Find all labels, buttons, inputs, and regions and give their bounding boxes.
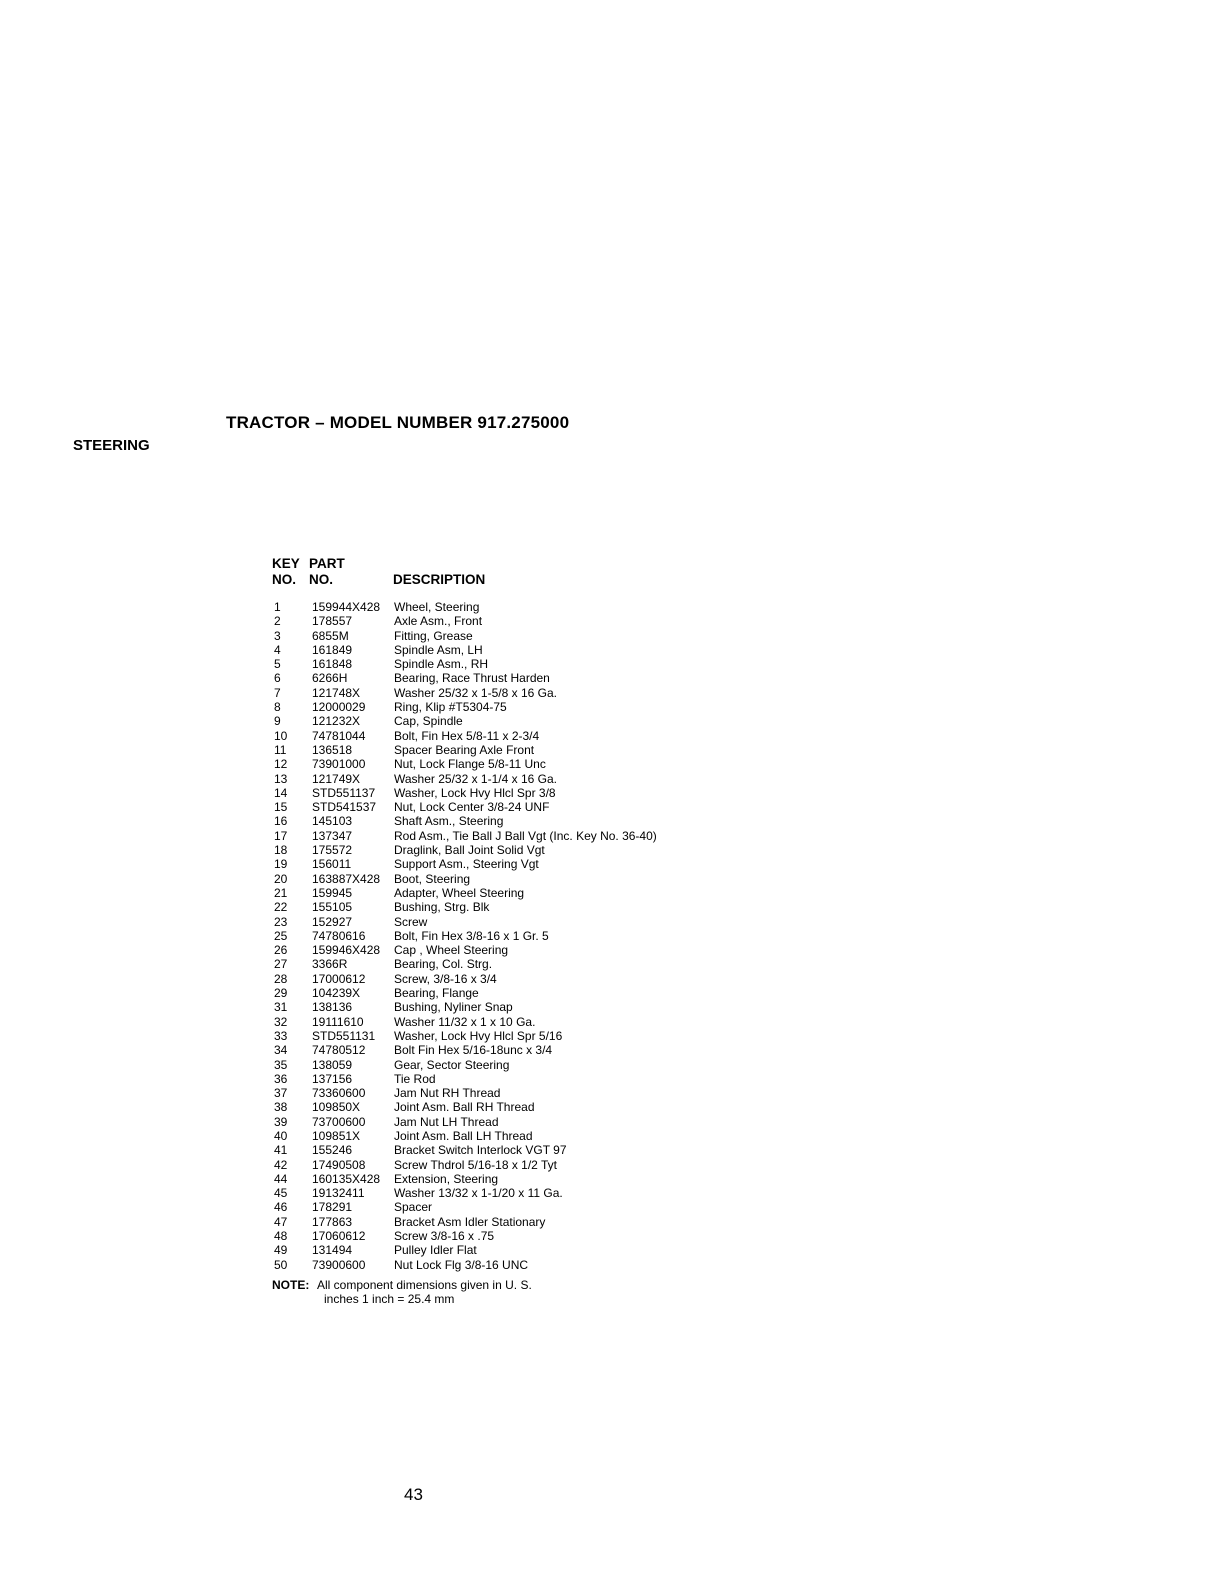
part-no-cell: 145103 (312, 814, 353, 829)
key-no-cell: 31 (274, 1000, 288, 1015)
part-no-cell: 137347 (312, 828, 353, 843)
key-no-cell: 6 (274, 671, 281, 686)
key-no-cell: 39 (274, 1114, 288, 1129)
part-no-cell: 155246 (312, 1143, 353, 1158)
key-no-cell: 15 (274, 800, 288, 815)
description-cell: Nut Lock Flg 3/8-16 UNC (394, 1257, 529, 1272)
key-no-cell: 35 (274, 1057, 288, 1072)
description-cell: Bearing, Col. Strg. (394, 957, 493, 972)
description-cell: Spindle Asm., RH (394, 657, 489, 672)
key-no-cell: 16 (274, 814, 288, 829)
part-no-cell: 155105 (312, 900, 353, 915)
description-cell: Bolt, Fin Hex 5/8-11 x 2-3/4 (394, 728, 540, 743)
part-no-cell: 73360600 (312, 1086, 366, 1101)
part-no-cell: 159945 (312, 885, 353, 900)
description-cell: Spacer (394, 1200, 433, 1215)
key-no-cell: 34 (274, 1043, 288, 1058)
key-no-cell: 14 (274, 785, 288, 800)
key-no-cell: 19 (274, 857, 288, 872)
description-cell: Screw, 3/8-16 x 3/4 (394, 971, 497, 986)
part-no-cell: 161848 (312, 657, 353, 672)
key-no-cell: 5 (274, 657, 281, 672)
part-no-cell: 74781044 (312, 728, 366, 743)
part-no-cell: STD541537 (312, 800, 377, 815)
key-no-cell: 26 (274, 943, 288, 958)
description-cell: Washer 25/32 x 1-1/4 x 16 Ga. (394, 771, 557, 786)
description-cell: Support Asm., Steering Vgt (394, 857, 539, 872)
description-cell: Axle Asm., Front (394, 614, 483, 629)
key-no-header-line1: KEY (272, 556, 300, 571)
key-no-cell: 13 (274, 771, 288, 786)
part-no-cell: 74780616 (312, 928, 366, 943)
key-no-cell: 38 (274, 1100, 288, 1115)
part-no-cell: 12000029 (312, 700, 366, 715)
description-cell: Screw (394, 914, 428, 929)
part-no-cell: 175572 (312, 843, 353, 858)
part-no-cell: 156011 (312, 857, 352, 872)
part-no-cell: 109850X (312, 1100, 361, 1115)
key-no-cell: 42 (274, 1157, 288, 1172)
description-cell: Washer 11/32 x 1 x 10 Ga. (394, 1014, 536, 1029)
key-no-cell: 23 (274, 914, 288, 929)
description-cell: Draglink, Ball Joint Solid Vgt (394, 843, 545, 858)
note-line2: inches 1 inch = 25.4 mm (324, 1292, 455, 1307)
key-no-cell: 4 (274, 642, 281, 657)
part-no-cell: 73900600 (312, 1257, 366, 1272)
part-no-cell: 163887X428 (312, 871, 381, 886)
key-no-cell: 27 (274, 957, 288, 972)
key-no-cell: 1 (274, 600, 281, 614)
description-cell: Screw 3/8-16 x .75 (394, 1229, 495, 1244)
part-no-cell: 17060612 (312, 1229, 366, 1244)
part-no-cell: 138059 (312, 1057, 353, 1072)
description-cell: Adapter, Wheel Steering (394, 885, 525, 900)
key-no-cell: 8 (274, 700, 281, 715)
part-no-cell: 74780512 (312, 1043, 366, 1058)
part-no-cell: 159944X428 (312, 600, 381, 614)
key-no-cell: 25 (274, 928, 288, 943)
part-no-cell: 159946X428 (312, 943, 381, 958)
description-cell: Fitting, Grease (394, 628, 473, 643)
key-no-cell: 41 (274, 1143, 288, 1158)
part-no-cell: 104239X (312, 986, 361, 1001)
description-cell: Cap, Spindle (394, 714, 463, 729)
note-line1: All component dimensions given in U. S. (317, 1277, 532, 1292)
part-no-cell: 121749X (312, 771, 361, 786)
description-cell: Bushing, Strg. Blk (394, 900, 490, 915)
description-cell: Bearing, Race Thrust Harden (394, 671, 550, 686)
page-number: 43 (404, 1485, 423, 1504)
description-cell: Washer 25/32 x 1-5/8 x 16 Ga. (394, 685, 557, 700)
key-no-cell: 18 (274, 843, 288, 858)
key-no-cell: 21 (274, 885, 288, 900)
description-cell: Ring, Klip #T5304-75 (394, 700, 507, 715)
description-cell: Nut, Lock Flange 5/8-11 Unc (394, 757, 546, 772)
part-no-cell: 6855M (312, 628, 349, 643)
description-cell: Washer, Lock Hvy Hlcl Spr 5/16 (394, 1028, 563, 1043)
part-no-cell: 73700600 (312, 1114, 366, 1129)
key-no-cell: 29 (274, 986, 288, 1001)
description-cell: Jam Nut LH Thread (394, 1114, 499, 1129)
part-no-cell: 178557 (312, 614, 353, 629)
description-cell: Washer 13/32 x 1-1/20 x 11 Ga. (394, 1186, 563, 1201)
description-cell: Bushing, Nyliner Snap (394, 1000, 513, 1015)
key-no-cell: 11 (274, 742, 287, 757)
description-cell: Rod Asm., Tie Ball J Ball Vgt (Inc. Key No. 36-40) (394, 828, 657, 843)
description-cell: Screw Thdrol 5/16-18 x 1/2 Tyt (394, 1157, 557, 1172)
description-cell: Tie Rod (394, 1071, 436, 1086)
part-no-cell: 109851X (312, 1128, 361, 1143)
description-cell: Bolt Fin Hex 5/16-18unc x 3/4 (394, 1043, 553, 1058)
part-no-cell: 177863 (312, 1214, 353, 1229)
key-no-cell: 7 (274, 685, 281, 700)
key-no-cell: 44 (274, 1171, 288, 1186)
part-no-header-line2: NO. (309, 572, 334, 587)
part-no-cell: 161849 (312, 642, 353, 657)
note-label: NOTE: (272, 1277, 310, 1292)
description-cell: Spindle Asm, LH (394, 642, 483, 657)
part-no-cell: 3366R (312, 957, 348, 972)
description-cell: Gear, Sector Steering (394, 1057, 510, 1072)
part-no-cell: 137156 (312, 1071, 353, 1086)
description-cell: Bolt, Fin Hex 3/8-16 x 1 Gr. 5 (394, 928, 549, 943)
key-no-cell: 50 (274, 1257, 288, 1272)
part-no-cell: 138136 (312, 1000, 353, 1015)
key-no-cell: 10 (274, 728, 288, 743)
part-no-cell: STD551137 (312, 785, 376, 800)
part-no-cell: 17000612 (312, 971, 366, 986)
part-no-cell: 131494 (312, 1243, 353, 1258)
description-header: DESCRIPTION (393, 572, 486, 587)
description-cell: Joint Asm. Ball RH Thread (394, 1100, 535, 1115)
key-no-cell: 40 (274, 1128, 288, 1143)
description-cell: Shaft Asm., Steering (394, 814, 504, 829)
description-cell: Spacer Bearing Axle Front (394, 742, 535, 757)
page-title: TRACTOR – MODEL NUMBER 917.275000 (226, 413, 570, 432)
part-no-cell: STD551131 (312, 1028, 376, 1043)
key-no-cell: 47 (274, 1214, 288, 1229)
key-no-cell: 46 (274, 1200, 288, 1215)
part-no-cell: 152927 (312, 914, 353, 929)
description-cell: Boot, Steering (394, 871, 471, 886)
section-heading: STEERING (73, 437, 150, 454)
key-no-cell: 3 (274, 628, 281, 643)
key-no-header-line2: NO. (272, 572, 297, 587)
description-cell: Wheel, Steering (394, 600, 480, 614)
description-cell: Bracket Asm Idler Stationary (394, 1214, 546, 1229)
description-cell: Bearing, Flange (394, 986, 479, 1001)
part-no-cell: 121748X (312, 685, 361, 700)
key-no-cell: 48 (274, 1229, 288, 1244)
part-no-cell: 160135X428 (312, 1171, 381, 1186)
part-no-cell: 6266H (312, 671, 348, 686)
description-cell: Nut, Lock Center 3/8-24 UNF (394, 800, 550, 815)
description-cell: Joint Asm. Ball LH Thread (394, 1128, 533, 1143)
description-cell: Extension, Steering (394, 1171, 499, 1186)
description-cell: Washer, Lock Hvy Hlcl Spr 3/8 (394, 785, 556, 800)
key-no-cell: 33 (274, 1028, 288, 1043)
key-no-cell: 9 (274, 714, 281, 729)
key-no-cell: 36 (274, 1071, 288, 1086)
key-no-cell: 2 (274, 614, 281, 629)
description-cell: Cap , Wheel Steering (394, 943, 509, 958)
key-no-cell: 20 (274, 871, 288, 886)
description-cell: Pulley Idler Flat (394, 1243, 477, 1258)
key-no-cell: 37 (274, 1086, 288, 1101)
part-no-cell: 19111610 (312, 1014, 364, 1029)
key-no-cell: 22 (274, 900, 288, 915)
key-no-cell: 17 (274, 828, 288, 843)
key-no-cell: 28 (274, 971, 288, 986)
part-no-cell: 19132411 (312, 1186, 365, 1201)
part-no-cell: 121232X (312, 714, 361, 729)
description-cell: Jam Nut RH Thread (394, 1086, 501, 1101)
part-no-cell: 17490508 (312, 1157, 366, 1172)
key-no-cell: 49 (274, 1243, 288, 1258)
part-no-cell: 178291 (312, 1200, 353, 1215)
part-no-header-line1: PART (309, 556, 345, 571)
part-no-cell: 73901000 (312, 757, 366, 772)
key-no-cell: 45 (274, 1186, 288, 1201)
key-no-cell: 12 (274, 757, 288, 772)
description-cell: Bracket Switch Interlock VGT 97 (394, 1143, 567, 1158)
part-no-cell: 136518 (312, 742, 353, 757)
key-no-cell: 32 (274, 1014, 288, 1029)
